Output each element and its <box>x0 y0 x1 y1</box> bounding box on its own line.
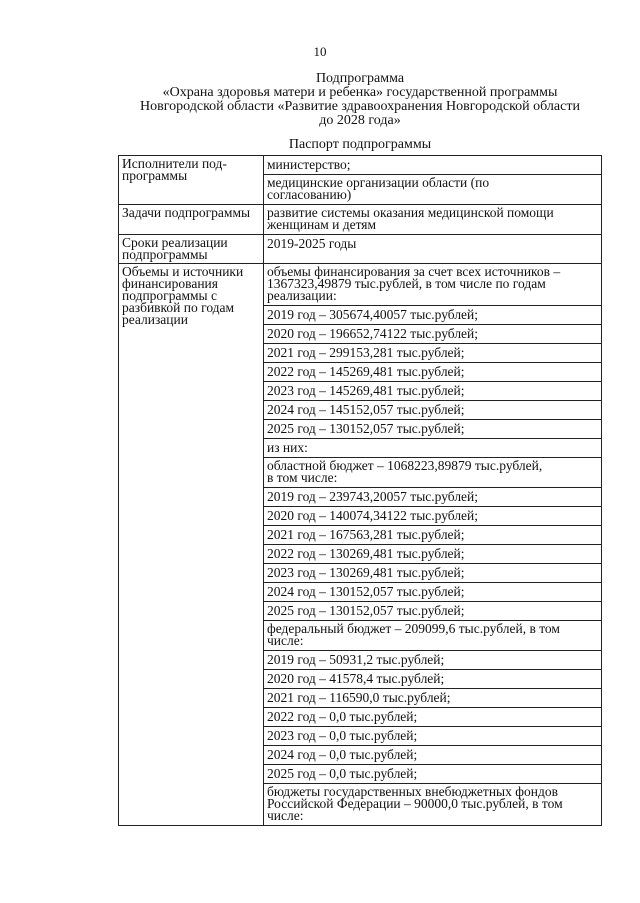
row-label-text: финансирования <box>122 276 218 291</box>
value-line <box>264 438 601 457</box>
value-text: согласованию) <box>267 187 352 202</box>
value-line <box>264 400 601 419</box>
value-text: 2021 год – 167563,281 тыс.рублей; <box>267 527 465 542</box>
value-line <box>264 620 601 650</box>
value-line <box>264 362 601 381</box>
value-text: женщинам и детям <box>267 217 377 232</box>
value-text: 2019 год – 305674,40057 тыс.рублей; <box>267 307 479 322</box>
value-line <box>264 764 601 783</box>
value-text: 2022 год – 145269,481 тыс.рублей; <box>267 364 465 379</box>
value-line <box>264 264 601 305</box>
value-line <box>264 235 601 253</box>
value-text: 2021 год – 116590,0 тыс.рублей; <box>267 690 451 705</box>
value-line <box>264 381 601 400</box>
value-line <box>264 601 601 620</box>
value-text: министерство; <box>267 157 351 172</box>
value-line <box>264 205 601 234</box>
row-label <box>119 205 263 221</box>
value-text: 2023 год – 145269,481 тыс.рублей; <box>267 383 465 398</box>
value-line <box>264 487 601 506</box>
table-row <box>119 235 602 264</box>
passport-table <box>118 155 602 826</box>
value-text: бюджеты государственных внебюджетных фондов <box>267 784 558 799</box>
row-label-cell <box>119 235 264 264</box>
row-label <box>119 264 263 328</box>
value-line <box>264 174 601 204</box>
value-line <box>264 650 601 669</box>
value-text: 2022 год – 0,0 тыс.рублей; <box>267 709 418 724</box>
value-text: числе: <box>267 633 304 648</box>
value-text: 2025 год – 130152,057 тыс.рублей; <box>267 421 465 436</box>
value-text: 2024 год – 145152,057 тыс.рублей; <box>267 402 465 417</box>
value-text: числе: <box>267 808 304 823</box>
value-line <box>264 305 601 324</box>
value-line <box>264 343 601 362</box>
value-line <box>264 707 601 726</box>
value-text: 2020 год – 196652,74122 тыс.рублей; <box>267 326 479 341</box>
row-label <box>119 235 263 263</box>
value-line <box>264 544 601 563</box>
value-text: 2025 год – 130152,057 тыс.рублей; <box>267 603 465 618</box>
value-text: федеральный бюджет – 209099,6 тыс.рублей, в том <box>267 621 560 636</box>
value-text: 2023 год – 0,0 тыс.рублей; <box>267 728 418 743</box>
row-values <box>264 156 601 204</box>
value-line <box>264 419 601 438</box>
passport-title: Паспорт подпрограммы <box>288 137 432 152</box>
value-text: реализации: <box>267 288 337 303</box>
heading-line: «Охрана здоровья матери и ребенка» государственной программы <box>162 85 558 100</box>
value-text: областной бюджет – 1068223,89879 тыс.рублей, <box>267 458 543 473</box>
value-text: 2021 год – 299153,281 тыс.рублей; <box>267 345 465 360</box>
row-label-cell <box>119 156 264 205</box>
table-row <box>119 264 602 826</box>
value-text: 2025 год – 0,0 тыс.рублей; <box>267 766 418 781</box>
value-text: 2019-2025 годы <box>267 236 357 251</box>
row-label-text: подпрограммы с <box>122 288 217 303</box>
value-line <box>264 563 601 582</box>
value-text: 2019 год – 50931,2 тыс.рублей; <box>267 652 445 667</box>
value-text: 2024 год – 130152,057 тыс.рублей; <box>267 584 465 599</box>
value-text: 2019 год – 239743,20057 тыс.рублей; <box>267 489 479 504</box>
row-values <box>264 264 601 825</box>
row-label-text: реализации <box>122 312 188 327</box>
heading-line: Подпрограмма <box>315 71 405 86</box>
value-line <box>264 156 601 174</box>
row-label-text: разбивкой по годам <box>122 300 235 315</box>
value-text: 2024 год – 0,0 тыс.рублей; <box>267 747 418 762</box>
row-values <box>264 235 601 253</box>
value-line <box>264 669 601 688</box>
row-label-text: подпрограммы <box>122 247 208 262</box>
row-label-cell <box>119 205 264 235</box>
row-values <box>264 205 601 234</box>
value-line <box>264 506 601 525</box>
value-text: Российской Федерации – 90000,0 тыс.рублей, в том <box>267 796 563 811</box>
value-text: развитие системы оказания медицинской помощи <box>267 205 554 220</box>
heading-line: Новгородской области «Развитие здравоохранения Новгородской области <box>140 99 580 114</box>
value-text: 2023 год – 130269,481 тыс.рублей; <box>267 565 465 580</box>
row-label-text: Исполнители под- <box>122 156 227 171</box>
value-line <box>264 582 601 601</box>
value-line <box>264 457 601 487</box>
value-text: 2020 год – 41578,4 тыс.рублей; <box>267 671 445 686</box>
value-line <box>264 324 601 343</box>
row-label-text: Сроки реализации <box>122 235 228 250</box>
row-label <box>119 156 263 184</box>
row-value-cell <box>264 156 602 205</box>
value-text: 2020 год – 140074,34122 тыс.рублей; <box>267 508 479 523</box>
value-line <box>264 783 601 825</box>
row-label-text: программы <box>122 168 188 183</box>
value-line <box>264 688 601 707</box>
row-value-cell <box>264 264 602 826</box>
heading-line: до 2028 года» <box>319 113 401 128</box>
table-row <box>119 205 602 235</box>
value-text: медицинские организации области (по <box>267 175 490 190</box>
value-line <box>264 726 601 745</box>
row-label-cell <box>119 264 264 826</box>
value-line <box>264 525 601 544</box>
value-text: из них: <box>267 440 308 455</box>
row-value-cell <box>264 235 602 264</box>
value-text: в том числе: <box>267 470 338 485</box>
table-row <box>119 156 602 205</box>
row-label-text: Объемы и источники <box>122 264 244 279</box>
value-text: 1367323,49879 тыс.рублей, в том числе по годам <box>267 276 546 291</box>
value-line <box>264 745 601 764</box>
page-number: 10 <box>313 44 327 59</box>
value-text: 2022 год – 130269,481 тыс.рублей; <box>267 546 465 561</box>
row-label-text: Задачи подпрограммы <box>122 205 251 220</box>
document-heading <box>100 72 620 128</box>
row-value-cell <box>264 205 602 235</box>
value-text: объемы финансирования за счет всех источников – <box>267 264 561 279</box>
